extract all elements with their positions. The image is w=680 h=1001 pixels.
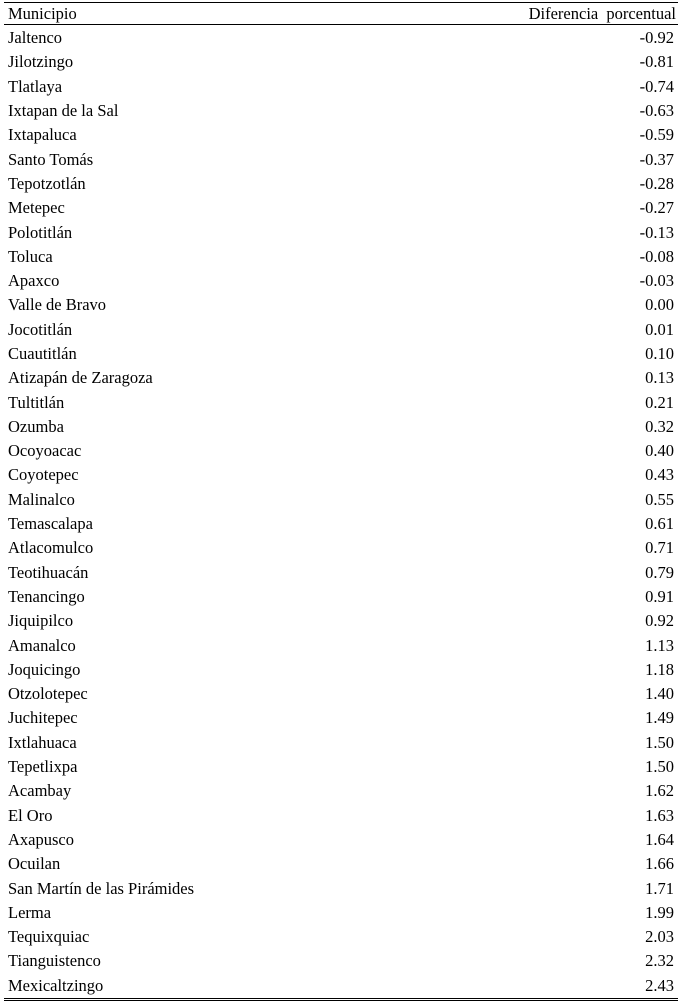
diferencia-cell: -0.59 xyxy=(639,125,674,145)
diferencia-cell: 1.18 xyxy=(645,659,674,679)
table-row xyxy=(4,269,678,293)
municipio-cell: Cuautitlán xyxy=(8,344,77,363)
diferencia-cell: 0.92 xyxy=(645,611,674,631)
table-row xyxy=(4,852,678,876)
municipio-cell: San Martín de las Pirámides xyxy=(8,878,195,898)
table-row xyxy=(4,974,678,998)
municipio-cell: Juchitepec xyxy=(8,708,78,728)
diferencia-cell: 1.62 xyxy=(645,781,674,801)
municipio-cell: Jocotitlán xyxy=(8,319,73,339)
diferencia-cell: -0.13 xyxy=(639,222,674,242)
table-row xyxy=(4,949,678,973)
municipio-cell: Ocuilan xyxy=(8,854,61,874)
table-header xyxy=(4,3,678,24)
municipio-cell: Joquicingo xyxy=(8,659,81,679)
municipio-cell: Tianguistenco xyxy=(8,951,101,971)
municipio-cell: Atizapán de Zaragoza xyxy=(8,368,153,388)
table-row xyxy=(4,536,678,560)
diferencia-cell: 0.55 xyxy=(645,489,674,509)
diferencia-cell: 0.43 xyxy=(645,465,674,485)
diferencia-cell: 1.63 xyxy=(645,805,674,825)
diferencia-cell: 0.01 xyxy=(645,319,674,339)
table-row xyxy=(4,50,678,74)
table-row xyxy=(4,342,678,366)
diferencia-cell: 1.66 xyxy=(645,854,674,874)
diferencia-cell: 0.61 xyxy=(645,514,674,534)
municipio-cell: Acambay xyxy=(8,781,72,801)
municipio-cell: El Oro xyxy=(8,805,53,825)
municipio-cell: Tequixquiac xyxy=(8,927,90,947)
diferencia-cell: 2.32 xyxy=(645,951,674,971)
diferencia-cell: 2.03 xyxy=(645,927,674,947)
municipio-cell: Ixtlahuaca xyxy=(8,732,77,752)
table-row xyxy=(4,804,678,828)
diferencia-cell: 1.49 xyxy=(645,708,674,728)
diferencia-cell: 1.64 xyxy=(645,829,674,849)
table-row xyxy=(4,682,678,706)
table-row xyxy=(4,561,678,585)
diferencia-cell: 0.40 xyxy=(645,441,674,461)
table-row xyxy=(4,901,678,925)
municipio-cell: Jaltenco xyxy=(8,28,63,48)
diferencia-cell: 1.50 xyxy=(645,732,674,752)
table-row xyxy=(4,99,678,123)
municipio-cell: Tepetlixpa xyxy=(8,757,78,777)
table-row xyxy=(4,609,678,633)
table-row xyxy=(4,633,678,657)
diferencia-cell: 0.71 xyxy=(645,538,674,558)
diferencia-cell: 2.43 xyxy=(645,975,674,995)
table-row xyxy=(4,366,678,390)
municipio-cell: Tepotzotlán xyxy=(8,173,86,193)
municipio-cell: Jilotzingo xyxy=(8,52,74,72)
diferencia-cell: -0.74 xyxy=(639,76,674,96)
table-row xyxy=(4,196,678,220)
municipio-cell: Mexicaltzingo xyxy=(8,975,104,995)
bottom-rule xyxy=(4,998,678,999)
diferencia-cell: 1.71 xyxy=(645,878,674,898)
table-row xyxy=(4,658,678,682)
municipio-cell: Metepec xyxy=(8,198,65,218)
diferencia-cell: -0.27 xyxy=(639,198,674,218)
diferencia-cell: 0.91 xyxy=(645,586,674,606)
table-row xyxy=(4,318,678,342)
municipio-cell: Toluca xyxy=(8,246,53,266)
table-row xyxy=(4,925,678,949)
diferencia-cell: 1.13 xyxy=(645,635,674,655)
municipio-cell: Santo Tomás xyxy=(8,149,94,169)
diferencia-cell: 0.21 xyxy=(645,392,674,412)
municipio-cell: Ixtapan de la Sal xyxy=(8,101,119,121)
diferencia-cell: 0.32 xyxy=(645,416,674,436)
municipio-cell: Amanalco xyxy=(8,635,76,655)
table-row xyxy=(4,75,678,99)
header-rule xyxy=(4,24,678,25)
municipio-cell: Apaxco xyxy=(8,271,60,291)
diferencia-cell: -0.92 xyxy=(639,28,674,48)
municipio-cell: Coyotepec xyxy=(8,465,79,485)
table-row xyxy=(4,26,678,50)
diferencia-cell: -0.03 xyxy=(639,271,674,291)
table-row xyxy=(4,463,678,487)
municipio-cell: Atlacomulco xyxy=(8,538,94,558)
table-row xyxy=(4,172,678,196)
table-row xyxy=(4,439,678,463)
data-table xyxy=(4,2,678,1001)
municipio-cell: Malinalco xyxy=(8,489,75,509)
municipio-cell: Polotitlán xyxy=(8,222,73,242)
diferencia-cell: -0.28 xyxy=(639,173,674,193)
diferencia-cell: 1.40 xyxy=(645,684,674,704)
municipio-cell: Lerma xyxy=(8,902,52,922)
diferencia-cell: 0.00 xyxy=(645,295,674,315)
table-row xyxy=(4,245,678,269)
table-row xyxy=(4,415,678,439)
diferencia-cell: 0.10 xyxy=(645,344,674,363)
table-body xyxy=(4,26,678,998)
table-row xyxy=(4,488,678,512)
table-row xyxy=(4,779,678,803)
municipio-cell: Tultitlán xyxy=(8,392,65,412)
diferencia-cell: -0.37 xyxy=(639,149,674,169)
table-row xyxy=(4,706,678,730)
municipio-cell: Temascalapa xyxy=(8,514,93,534)
municipio-cell: Ozumba xyxy=(8,416,64,436)
table-row xyxy=(4,876,678,900)
municipio-cell: Jiquipilco xyxy=(8,611,74,631)
diferencia-cell: 1.99 xyxy=(645,902,674,922)
municipio-cell: Tlatlaya xyxy=(8,76,63,96)
table-row xyxy=(4,390,678,414)
header-municipio: Municipio xyxy=(8,3,77,23)
municipio-cell: Tenancingo xyxy=(8,586,85,606)
municipio-cell: Valle de Bravo xyxy=(8,295,107,315)
table-row xyxy=(4,512,678,536)
municipio-cell: Teotihuacán xyxy=(8,562,89,582)
municipio-cell: Ocoyoacac xyxy=(8,441,82,461)
diferencia-cell: 1.50 xyxy=(645,757,674,777)
diferencia-cell: 0.13 xyxy=(645,368,674,388)
header-diferencia-porcentual: Diferencia porcentual xyxy=(528,3,676,23)
diferencia-cell: -0.81 xyxy=(639,52,674,72)
diferencia-cell: -0.63 xyxy=(639,101,674,121)
municipio-cell: Axapusco xyxy=(8,829,74,849)
municipio-cell: Ixtapaluca xyxy=(8,125,77,145)
table-row xyxy=(4,731,678,755)
table-row xyxy=(4,147,678,171)
table-row xyxy=(4,585,678,609)
municipio-cell: Otzolotepec xyxy=(8,684,88,704)
table-row xyxy=(4,293,678,317)
diferencia-cell: 0.79 xyxy=(645,562,674,582)
diferencia-cell: -0.08 xyxy=(639,246,674,266)
table-row xyxy=(4,755,678,779)
table-row xyxy=(4,123,678,147)
table-row xyxy=(4,828,678,852)
table-row xyxy=(4,220,678,244)
